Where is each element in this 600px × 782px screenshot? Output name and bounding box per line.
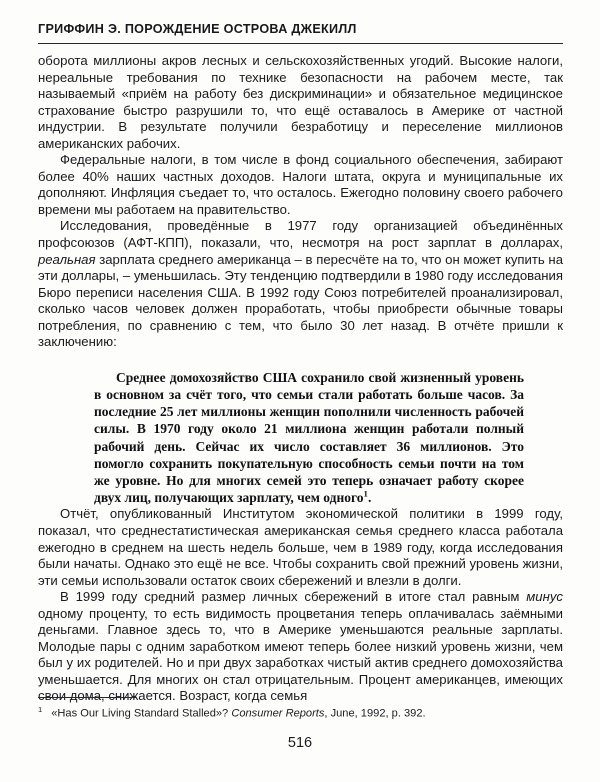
footnote-1 xyxy=(38,703,563,721)
paragraph-5 xyxy=(38,589,563,705)
page-number: 516 xyxy=(287,735,313,751)
block-quote-footnote-ref: 1 xyxy=(363,488,368,499)
paragraph-4: Отчёт, опубликованный Институтом экономической политики в 1999 году, показал, что среднестатистическая американская семья среднего класса работала ежегодно в среднем на шесть недель больше, чем в 1989 году, когда исследования были начаты. Однако это ещё не все. Чтобы сохранить свой прежний уровень жизни, эти семьи использовали остаток своих сбережений и влезли в долги. xyxy=(38,506,563,588)
header-rule xyxy=(38,43,563,44)
footnote-text-a: «Has Our Living Standard Stalled»? xyxy=(51,707,232,720)
running-head: ГРИФФИН Э. ПОРОЖДЕНИЕ ОСТРОВА ДЖЕКИЛЛ xyxy=(38,22,357,36)
paragraph-2: Федеральные налоги, в том числе в фонд социального обеспечения, забирают более 40% наших частных доходов. Налоги штата, округа и муниципальные их дополняют. Инфляция съедает то, что осталось. Ежегодно половину своего рабочего времени мы работаем на правительство. xyxy=(38,152,563,217)
block-quote xyxy=(94,369,524,507)
page-content xyxy=(38,22,563,705)
paragraph-3-text-a: Исследования, проведённые в 1977 году организацией объединённых профсоюзов (АФТ-КПП), показали, что, несмотря на рост зарплат в долларах, xyxy=(38,218,563,251)
paragraph-3 xyxy=(38,218,563,350)
footnote-area xyxy=(38,697,563,721)
paragraph-3-emphasis: реальная xyxy=(38,251,96,267)
footnote-separator-rule xyxy=(38,697,136,698)
paragraph-5-text-b: одному проценту, то есть видимость процветания теперь оплачивалась заёмными деньгами. Главное здесь то, что в Америке уменьшаются реальные зарплаты. Молодые пары с одним заработком имеют теперь более низкий уровень жизни, чем был у их родителей. Но и при двух заработках чистый актив среднего домохозяйства уменьшается. Для многих он стал отрицательным. Процент американцев, имеющих свои дома, снижается. Возраст, когда семья xyxy=(38,605,563,704)
paragraph-5-emphasis: минус xyxy=(526,589,563,605)
footnote-marker: 1 xyxy=(38,705,43,714)
footnote-source-title: Consumer Reports xyxy=(231,707,325,720)
block-quote-text: Среднее домохозяйство США сохранило свой жизненный уровень в основном за счёт того, что семьи стали работать больше часов. За последние 25 лет миллионы женщин пополнили численность рабочей силы. В 1970 году около 21 миллиона женщин работали полный рабочий день. Сейчас их число составляет 36 миллионов. Это помогло сохранить покупательную способность семьи почти на том же уровне. Но для многих семей это теперь означает работу скорее двух лиц, получающих зарплату, чем одного xyxy=(94,369,524,506)
block-quote-terminator: . xyxy=(367,490,372,506)
paragraph-5-text-a: В 1999 году средний размер личных сбережений в итоге стал равным xyxy=(60,589,527,605)
paragraph-3-text-b: зарплата среднего американца – в пересчёте на то, что он может купить на эти доллары, – уменьшилась. Эту тенденцию подтвердили в 1980 году исследования Бюро переписи населения США. В 1992 году Союз потребителей проанализировал, сколько часов человек должен проработать, чтобы приобрести обычные товары потребления, по сравнению с тем, что было 30 лет назад. В отчёте пришли к заключению: xyxy=(38,251,563,350)
footnote-text-b: , June, 1992, p. 392. xyxy=(324,707,426,720)
paragraph-1: оборота миллионы акров лесных и сельскохозяйственных угодий. Высокие налоги, нереальные требования по технике безопасности на рабочем месте, так называемый «приём на работу без дискриминации» и обязательное медицинское страхование быстро разрушили то, что ещё оставалось в Америке от частной индустрии. В результате получили безработицу и переселение миллионов американских рабочих. xyxy=(38,53,563,151)
